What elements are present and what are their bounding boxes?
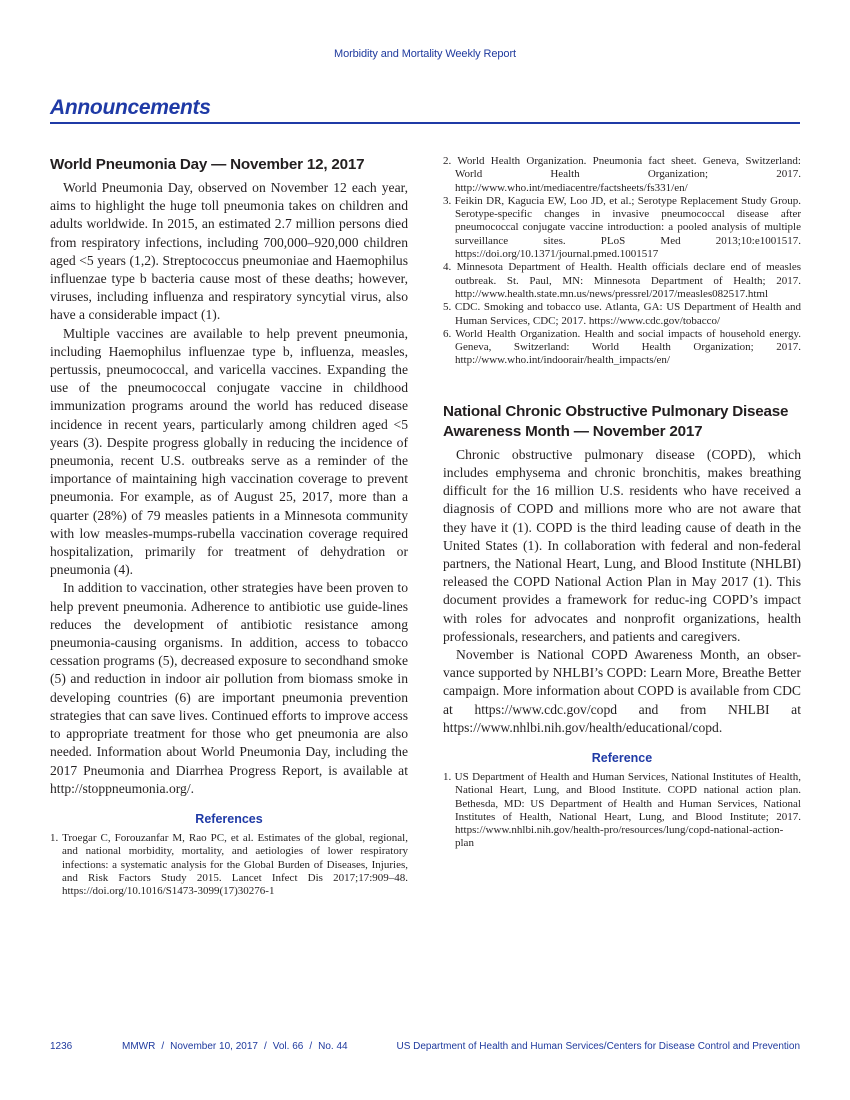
issue-date: November 10, 2017 (170, 1041, 258, 1052)
separator: / (309, 1041, 313, 1052)
references-list (50, 832, 408, 898)
issue-number: No. 44 (318, 1041, 348, 1052)
volume: Vol. 66 (272, 1041, 304, 1052)
reference-heading: Reference (591, 751, 653, 765)
article-paragraph: Multiple vaccines are available to help prevent pneumonia, including Haemophilus influenzae type b, influenza, measles, pertussis, pneumococcal, and varicella vaccines. Expanding the use of the pneumococcal conjugate vaccine in childhood immunization programs around the world has reduced disease incidence in recent years, particularly among children aged <5 years (3). Despite progress globally in reducing the incidence of pneumonia, recent U.S. outbreaks serve as a reminder of the importance of maintaining high vaccination coverage to prevent pneumonia. For example, as of August 25, 2017, more than a quarter (28%) of 79 measles patients in a Minnesota community with low measles-mumps-rubella vaccination coverage required hospitalization, primarily for treatment of dehydration or pneumonia (4). (50, 325, 408, 578)
article-title-pneumonia-day: World Pneumonia Day — November 12, 2017 (50, 156, 365, 173)
running-head: Morbidity and Mortality Weekly Report (334, 48, 516, 60)
article-paragraph: Chronic obstructive pulmonary disease (COPD), which includes emphysema and chronic bronchitis, makes breathing difficult for the 16 million U.S. residents who have received a diagnosis of COPD and millions more who are not aware that they have it (1). COPD is the third leading cause of death in the United States (1). In collaboration with federal and non-federal partners, the National Heart, Lung, and Blood Institute (NHLBI) released the COPD National Action Plan in May 2017 (1). This document provides a framework for reduc-ing COPD’s impact with roles for advocates and nonprofit organizations, health professionals, researchers, and patients and caregivers. (443, 446, 801, 644)
reference-item: 5. CDC. Smoking and tobacco use. Atlanta, GA: US Department of Health and Human Services, CDC; 2017. https://www.cdc.gov/tobacco/ (443, 301, 801, 327)
section-divider (50, 122, 800, 124)
issue-info (122, 1041, 348, 1052)
reference-item: 1. Troegar C, Forouzanfar M, Rao PC, et al. Estimates of the global, regional, and national morbidity, mortality, and aetiologies of lower respiratory infections: a systematic analysis for the Global Burden of Diseases, Injuries, and Risk Factors Study 2015. Lancet Infect Dis 2017;17:909–48. https://doi.org/10.1016/S1473-3099(17)30276-1 (50, 831, 408, 898)
separator: / (161, 1041, 165, 1052)
references-list-continued (443, 155, 801, 368)
article-paragraph: In addition to vaccination, other strategies have been proven to help prevent pneumonia. Adherence to antibiotic use guide-lines reduces the development of antibiotic resistance among pneumonia-causing organisms. In addition, access to tobacco cessation programs (5), decreased exposure to secondhand smoke (5) and reduction in indoor air pollution from biomass smoke in developing countries (6) are important pneumonia prevention strategies that can save lives. Continued efforts to improve access to appropriate treatment for those who get pneumonia are also needed. Information about World Pneumonia Day, including the 2017 Pneumonia and Diarrhea Progress Report, is available at http://stoppneumonia.org/. (50, 580, 408, 796)
reference-item: 4. Minnesota Department of Health. Health officials declare end of measles outbreak. St. Paul, MN: Minnesota Department of Health; 2017. http://www.health.state.mn.us/news/pressrel/2017/measles082517.html (443, 261, 801, 300)
agency-name: US Department of Health and Human Services/Centers for Disease Control and Prevention (396, 1041, 800, 1052)
section-title: Announcements (50, 96, 211, 119)
reference-item: 6. World Health Organization. Health and social impacts of household energy. Geneva, Switzerland: World Health Organization; 2017. http://www.who.int/indoorair/health_impacts/en/ (443, 327, 801, 367)
left-column (50, 155, 408, 898)
article-paragraph: November is National COPD Awareness Month, an obser-vance supported by NHLBI’s COPD: Learn More, Breathe Better campaign. More information about COPD is available from CDC at https://www.cdc.gov/copd and from NHLBI at https://www.nhlbi.nih.gov/health/educational/copd. (443, 646, 801, 735)
reference-item: 1. US Department of Health and Human Services, National Institutes of Health, National Heart, Lung, and Blood Institute. COPD national action plan. Bethesda, MD: US Department of Health and Human Services, National Institutes of Health, National Heart, Lung, and Blood Institute; 2017. https://www.nhlbi.nih.gov/health-pro/resources/lung/copd-national-action-plan (443, 771, 801, 850)
right-column (443, 155, 801, 851)
reference-item: 2. World Health Organization. Pneumonia fact sheet. Geneva, Switzerland: World Health Organization; 2017. http://www.who.int/mediacentre/factsheets/fs331/en/ (443, 155, 801, 194)
separator: / (263, 1041, 267, 1052)
reference-list (443, 771, 801, 851)
references-heading: References (195, 811, 263, 826)
journal-name: MMWR (122, 1041, 156, 1052)
reference-item: 3. Feikin DR, Kagucia EW, Loo JD, et al.; Serotype Replacement Study Group. Serotype-specific changes in invasive pneumococcal disease after pneumococcal conjugate vaccine introduction: a pooled analysis of multiple surveillance sites. PLoS Med 2013;10:e1001517. https://doi.org/10.1371/journal.pmed.1001517 (443, 194, 801, 261)
article-paragraph: World Pneumonia Day, observed on November 12 each year, aims to highlight the huge toll pneumonia takes on children and adults worldwide. In 2015, an estimated 2.7 million persons died from respiratory infections, including 700,000–920,000 children aged <5 years (1,2). Streptococcus pneumoniae and Haemophilus influenzae type b bacteria cause most of these deaths; however, viruses, including influenza and respiratory syncytial virus, also have a considerable impact (1). (50, 180, 408, 323)
article-title-copd-month: National Chronic Obstructive Pulmonary Disease Awareness Month — November 2017 (443, 402, 789, 440)
page-number: 1236 (50, 1041, 73, 1052)
